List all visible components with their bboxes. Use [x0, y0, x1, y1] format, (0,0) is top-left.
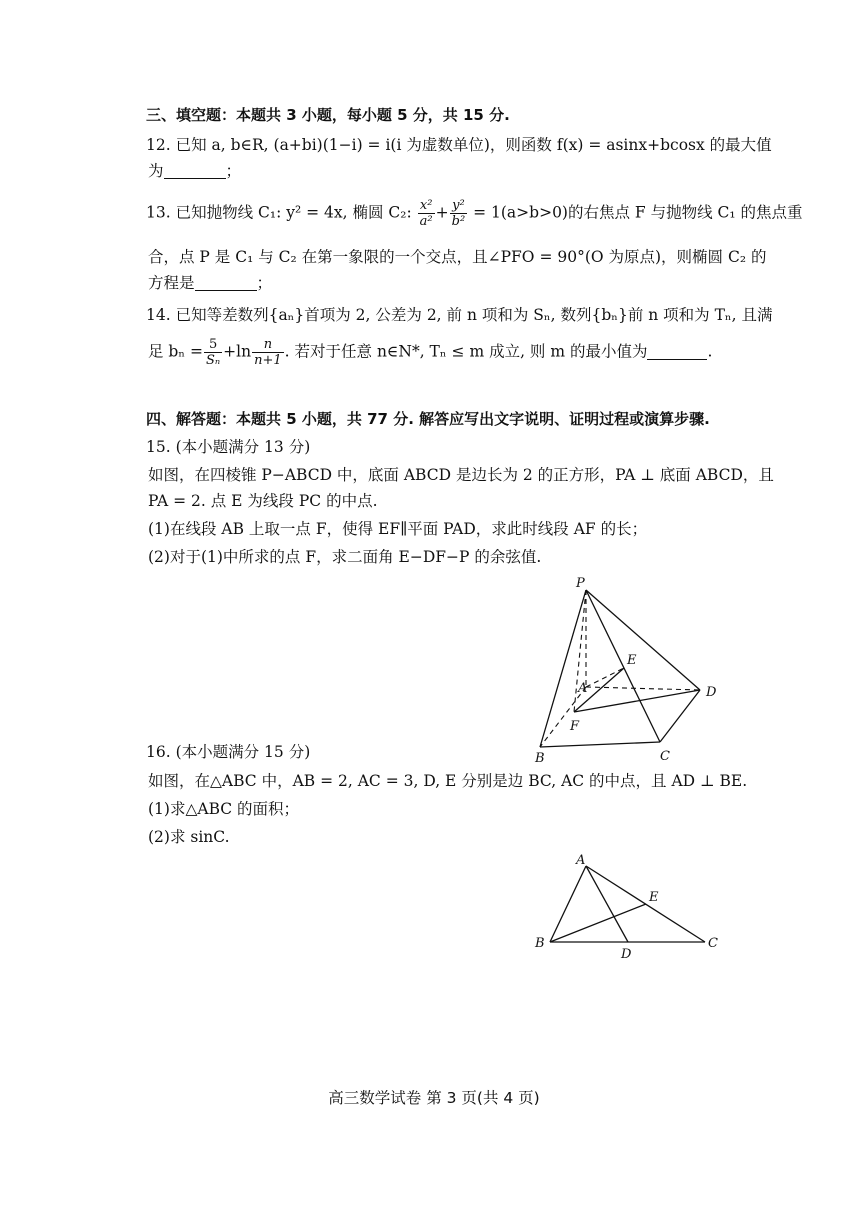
median-AD — [586, 866, 628, 942]
q16-title: 16. (本小题满分 15 分) — [146, 743, 311, 761]
q13-line3-pre: 方程是 — [148, 274, 195, 292]
q14-frac-sn-den: Sₙ — [205, 353, 221, 368]
edge-BC — [540, 742, 660, 747]
q15-title: 15. (本小题满分 13 分) — [146, 438, 311, 456]
label-A: A — [576, 853, 586, 868]
label-P: P — [576, 576, 585, 591]
median-BE — [550, 904, 646, 942]
edge-AD-dashed — [586, 687, 700, 690]
q14-line2-end: . — [707, 342, 713, 361]
pyramid-figure — [530, 572, 730, 772]
triangle-figure — [530, 848, 730, 963]
q16-part2: (2)求 sinC. — [148, 828, 230, 846]
q14-ln: +ln — [223, 342, 252, 361]
q13-post: = 1(a>b>0)的右焦点 F 与抛物线 C₁ 的焦点重 — [473, 203, 803, 222]
q14-frac-n — [252, 337, 284, 368]
section4-heading: 四、解答题：本题共 5 小题，共 77 分. 解答应写出文字说明、证明过程或演算步骤. — [146, 410, 710, 428]
edge-AB-dashed — [540, 687, 586, 747]
label-C: C — [660, 749, 670, 764]
q13-plus: + — [435, 203, 449, 222]
label-C: C — [708, 936, 718, 951]
edge-PB — [540, 590, 586, 747]
q15-line1: 如图，在四棱锥 P−ABCD 中，底面 ABCD 是边长为 2 的正方形，PA ⊥ 底面 ABCD，且 — [148, 466, 774, 484]
q15-line2: PA = 2. 点 E 为线段 PC 的中点. — [148, 492, 378, 510]
edge-CD — [660, 690, 700, 742]
q13-line3-post: ； — [256, 274, 273, 292]
q13-line1 — [146, 198, 803, 229]
q14-line2-post: . 若对于任意 n∈N*, Tₙ ≤ m 成立, 则 m 的最小值为 — [284, 342, 648, 361]
label-B: B — [535, 936, 545, 951]
q16-part1: (1)求△ABC 的面积； — [148, 800, 300, 818]
q13-pre: 13. 已知抛物线 C₁: y² = 4x, 椭圆 C₂: — [146, 203, 412, 222]
q12-line2-pre: 为 — [148, 162, 164, 180]
page-footer: 高三数学试卷 第 3 页(共 4 页) — [328, 1089, 540, 1107]
q12-answer-blank — [164, 162, 226, 179]
q14-frac-n-num: n — [252, 337, 284, 353]
label-E: E — [649, 890, 659, 905]
q13-line2: 合，点 P 是 C₁ 与 C₂ 在第一象限的一个交点，且∠PFO = 90°(O 为原点)，则椭圆 C₂ 的 — [148, 248, 767, 266]
q13-frac-x-den: a² — [419, 214, 433, 229]
q15-part2: (2)对于(1)中所求的点 F，求二面角 E−DF−P 的余弦值. — [148, 548, 542, 566]
q13-frac-x-num: x² — [418, 198, 435, 214]
edge-PD — [586, 590, 700, 690]
q12-line2 — [148, 160, 241, 182]
q13-frac-y — [450, 198, 468, 229]
label-D: D — [621, 947, 632, 962]
label-A: A — [578, 681, 588, 696]
q16-line1: 如图，在△ABC 中，AB = 2, AC = 3, D, E 分别是边 BC, AC 的中点，且 AD ⊥ BE. — [148, 772, 748, 790]
q14-frac-n1-den: n+1 — [254, 353, 282, 368]
label-F: F — [570, 719, 580, 734]
q14-line2 — [148, 337, 712, 368]
q12-line2-post: ； — [225, 162, 242, 180]
q14-line1: 14. 已知等差数列{aₙ}首项为 2, 公差为 2, 前 n 项和为 Sₙ, 数列{bₙ}前 n 项和为 Tₙ, 且满 — [146, 306, 773, 324]
edge-PC — [586, 590, 660, 742]
label-D: D — [706, 685, 717, 700]
q13-frac-y-num: y² — [450, 198, 468, 214]
q13-answer-blank — [195, 274, 257, 291]
q14-answer-blank — [647, 343, 707, 360]
side-AB — [550, 866, 586, 942]
q15-part1: (1)在线段 AB 上取一点 F，使得 EF∥平面 PAD，求此时线段 AF 的长； — [148, 520, 648, 538]
label-B: B — [535, 751, 545, 766]
label-E: E — [627, 653, 637, 668]
q14-frac-5-num: 5 — [204, 337, 222, 353]
q14-line2-pre: 足 bₙ = — [148, 342, 203, 361]
q13-line3 — [148, 272, 272, 294]
q13-frac-x — [418, 198, 435, 229]
q14-frac-5-sn — [204, 337, 222, 368]
q13-frac-y-den: b² — [451, 214, 466, 229]
section3-heading: 三、填空题：本题共 3 小题，每小题 5 分，共 15 分. — [146, 106, 510, 124]
q12-line1: 12. 已知 a, b∈R, (a+bi)(1−i) = i(i 为虚数单位)，则函数 f(x) = asinx+bcosx 的最大值 — [146, 136, 772, 154]
